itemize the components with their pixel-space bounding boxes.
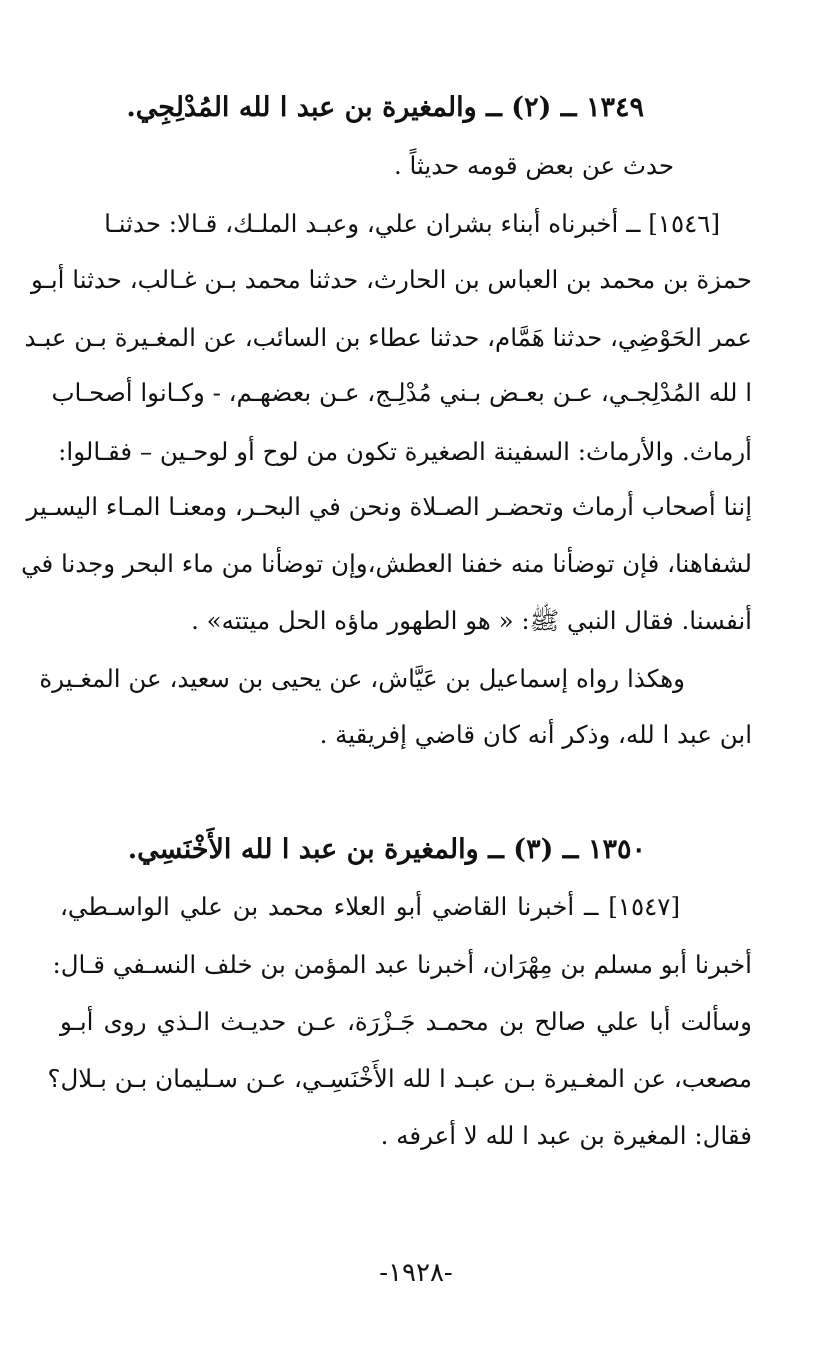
hadith-1546-line: أرماث. والأرماث: السفينة الصغيرة تكون من لوح أو لوحـين – فقـالوا: (58, 437, 752, 466)
hadith-1546-line: لشفاهنا، فإن توضأنا منه خفنا العطش،وإن توضأنا من ماء البحر وجدنا في (21, 549, 752, 578)
hadith-1546-line: إننا أصحاب أرماث وتحضـر الصـلاة ونحن في البحـر، ومعنـا المـاء اليسـير (26, 492, 752, 521)
entry-1349-note-line: وهكذا رواه إسماعيل بن عَيَّاش، عن يحيى بن سعيد، عن المغـيرة (39, 664, 685, 693)
hadith-1546-line: أنفسنا. فقال النبي ﷺ: « هو الطهور ماؤه الحل ميتته» . (191, 606, 752, 635)
hadith-1547-line: مصعب، عن المغـيرة بـن عبـد ا لله الأَخْنَسِـي، عـن سـليمان بـن بـلال؟ (47, 1064, 752, 1093)
hadith-1546-line: عمر الحَوْضِي، حدثنا هَمَّام، حدثنا عطاء بن السائب، عن المغـيرة بـن عبـد (24, 323, 752, 352)
hadith-1547-line: أخبرنا أبو مسلم بن مِهْرَان، أخبرنا عبد المؤمن بن خلف النسـفي قـال: (52, 950, 752, 979)
entry-1349-heading: ١٣٤٩ ــ (٢) ــ والمغيرة بن عبد ا لله المُدْلِجِي. (126, 92, 644, 123)
hadith-1546-line: ا لله المُدْلِجـي، عـن بعـض بـني مُدْلِـج، عـن بعضهـم، - وكـانوا أصحـاب (51, 378, 752, 407)
hadith-1546-line: حمزة بن محمد بن العباس بن الحارث، حدثنا محمد بـن غـالب، حدثنا أبـو (30, 265, 752, 294)
entry-1350-heading: ١٣٥٠ ــ (٣) ــ والمغيرة بن عبد ا لله الأَخْنَسِي. (127, 834, 646, 865)
hadith-1547-line: [١٥٤٧] ــ أخبرنا القاضي أبو العلاء محمد بن علي الواسـطي، (60, 892, 680, 921)
hadith-1547-line: فقال: المغيرة بن عبد ا لله لا أعرفه . (380, 1121, 752, 1150)
hadith-1547-line: وسألت أبا علي صالح بن محمـد جَـزْرَة، عـن حديـث الـذي روى أبـو (60, 1007, 752, 1036)
page-number: -١٩٢٨- (379, 1258, 453, 1288)
entry-1349-intro: حدث عن بعض قومه حديثاً . (393, 151, 674, 180)
hadith-1546-line: [١٥٤٦] ــ أخبرناه أبناء بشران علي، وعبـد الملـك، قـالا: حدثنـا (104, 209, 720, 238)
entry-1349-note-line: ابن عبد ا لله، وذكر أنه كان قاضي إفريقية . (319, 720, 752, 749)
